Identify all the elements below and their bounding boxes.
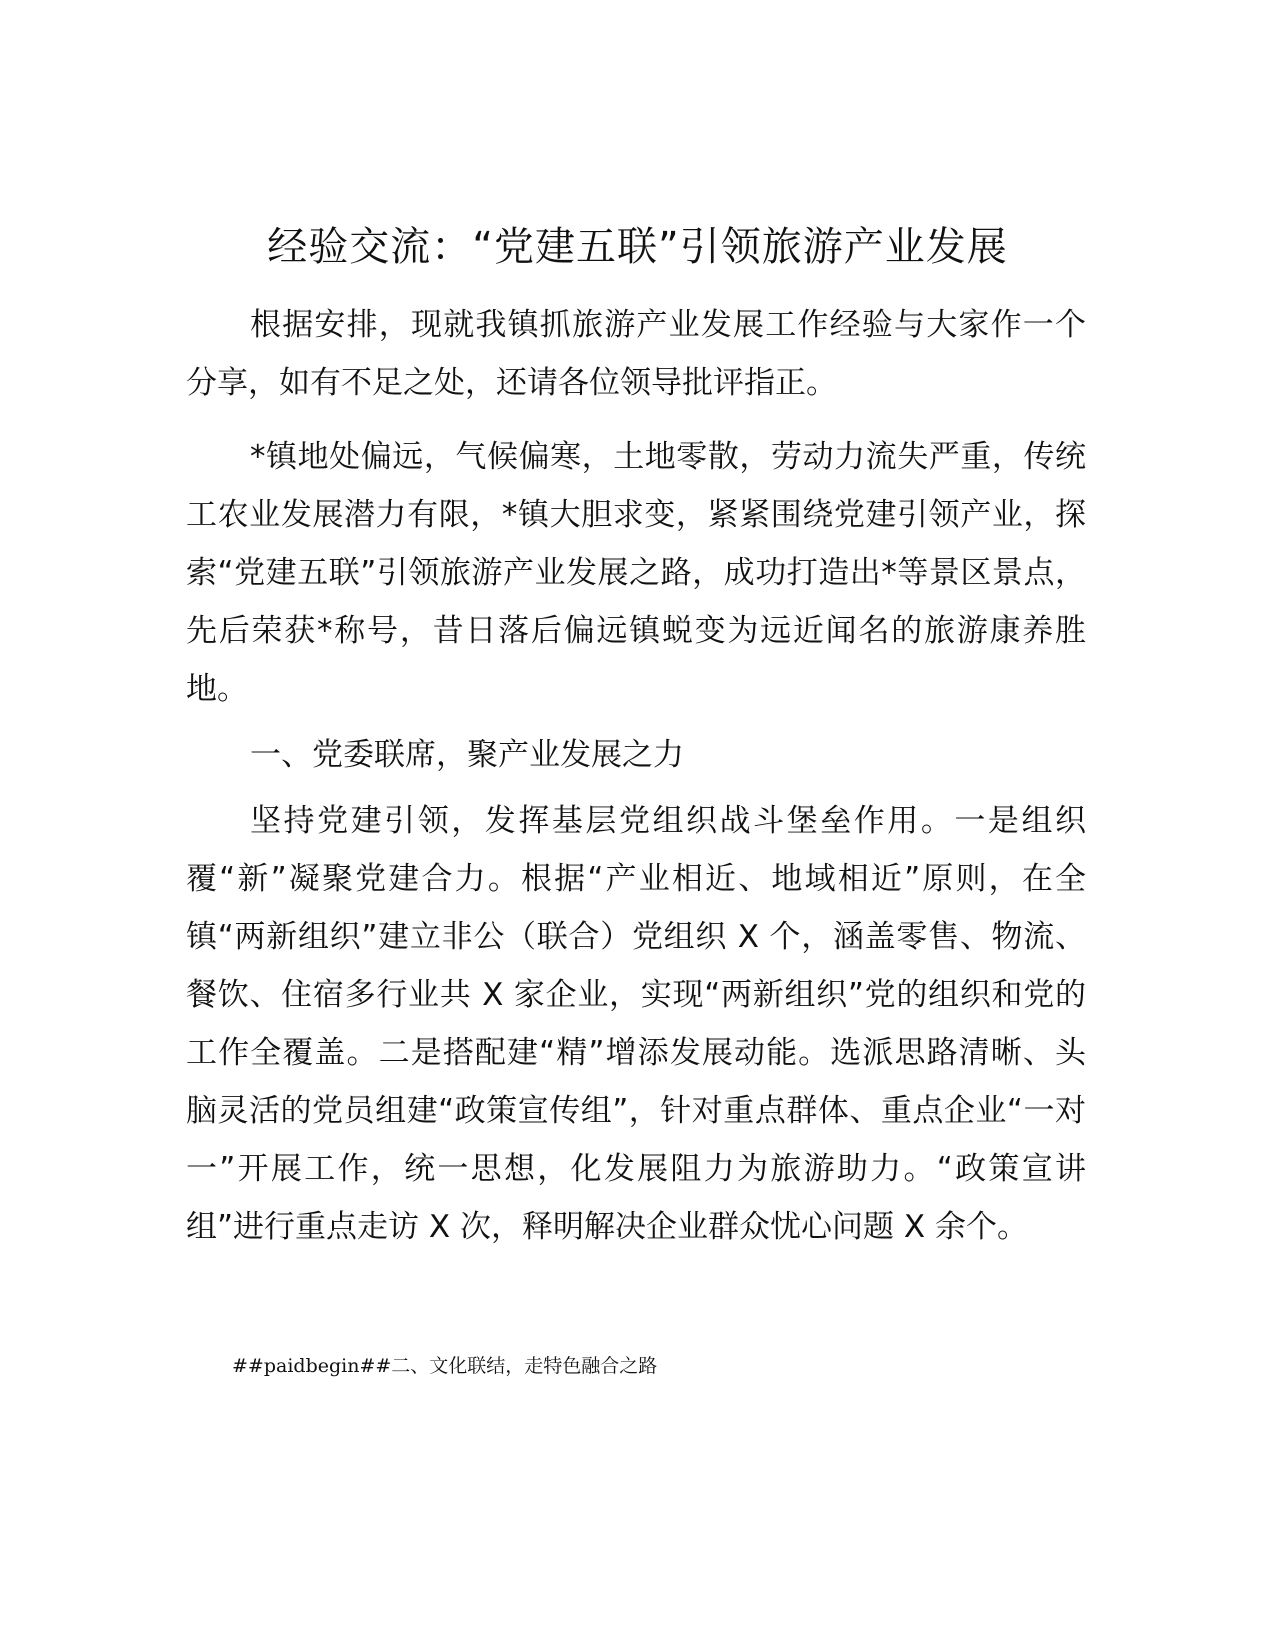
section-1-paragraph: 坚持党建引领，发挥基层党组织战斗堡垒作用。一是组织覆“新”凝聚党建合力。根据“产业相近、地域相近”原则，在全镇“两新组织”建立非公（联合）党组织 X 个，涵盖零售、物流、餐饮、住宿多行业共 X 家企业，实现“两新组织”党的组织和党的工作全覆盖。二是搭配建“精”增添发展动能。选派思路清晰、头脑灵活的党员组建“政策宣传组”，针对重点群体、重点企业“一对一”开展工作，统一思想，化发展阻力为旅游助力。“政策宣讲组”进行重点走访 X 次，释明解决企业群众忧心问题 X 余个。 [186,803,1086,1245]
document-title: 经验交流：“党建五联”引领旅游产业发展 [267,224,1008,270]
section-heading-1: 一、党委联席，聚产业发展之力 [250,737,684,773]
document-body [186,296,1086,1256]
intro-paragraph: 根据安排，现就我镇抓旅游产业发展工作经验与大家作一个分享，如有不足之处，还请各位领导批评指正。 [186,307,1086,401]
section-heading-2-marker: ##paidbegin##二、文化联结，走特色融合之路 [232,1355,658,1377]
background-paragraph: *镇地处偏远，气候偏寒，土地零散，劳动力流失严重，传统工农业发展潜力有限，*镇大胆求变，紧紧围绕党建引领产业，探索“党建五联”引领旅游产业发展之路，成功打造出*等景区景点，先后荣获*称号，昔日落后偏远镇蜕变为远近闻名的旅游康养胜地。 [186,439,1086,707]
